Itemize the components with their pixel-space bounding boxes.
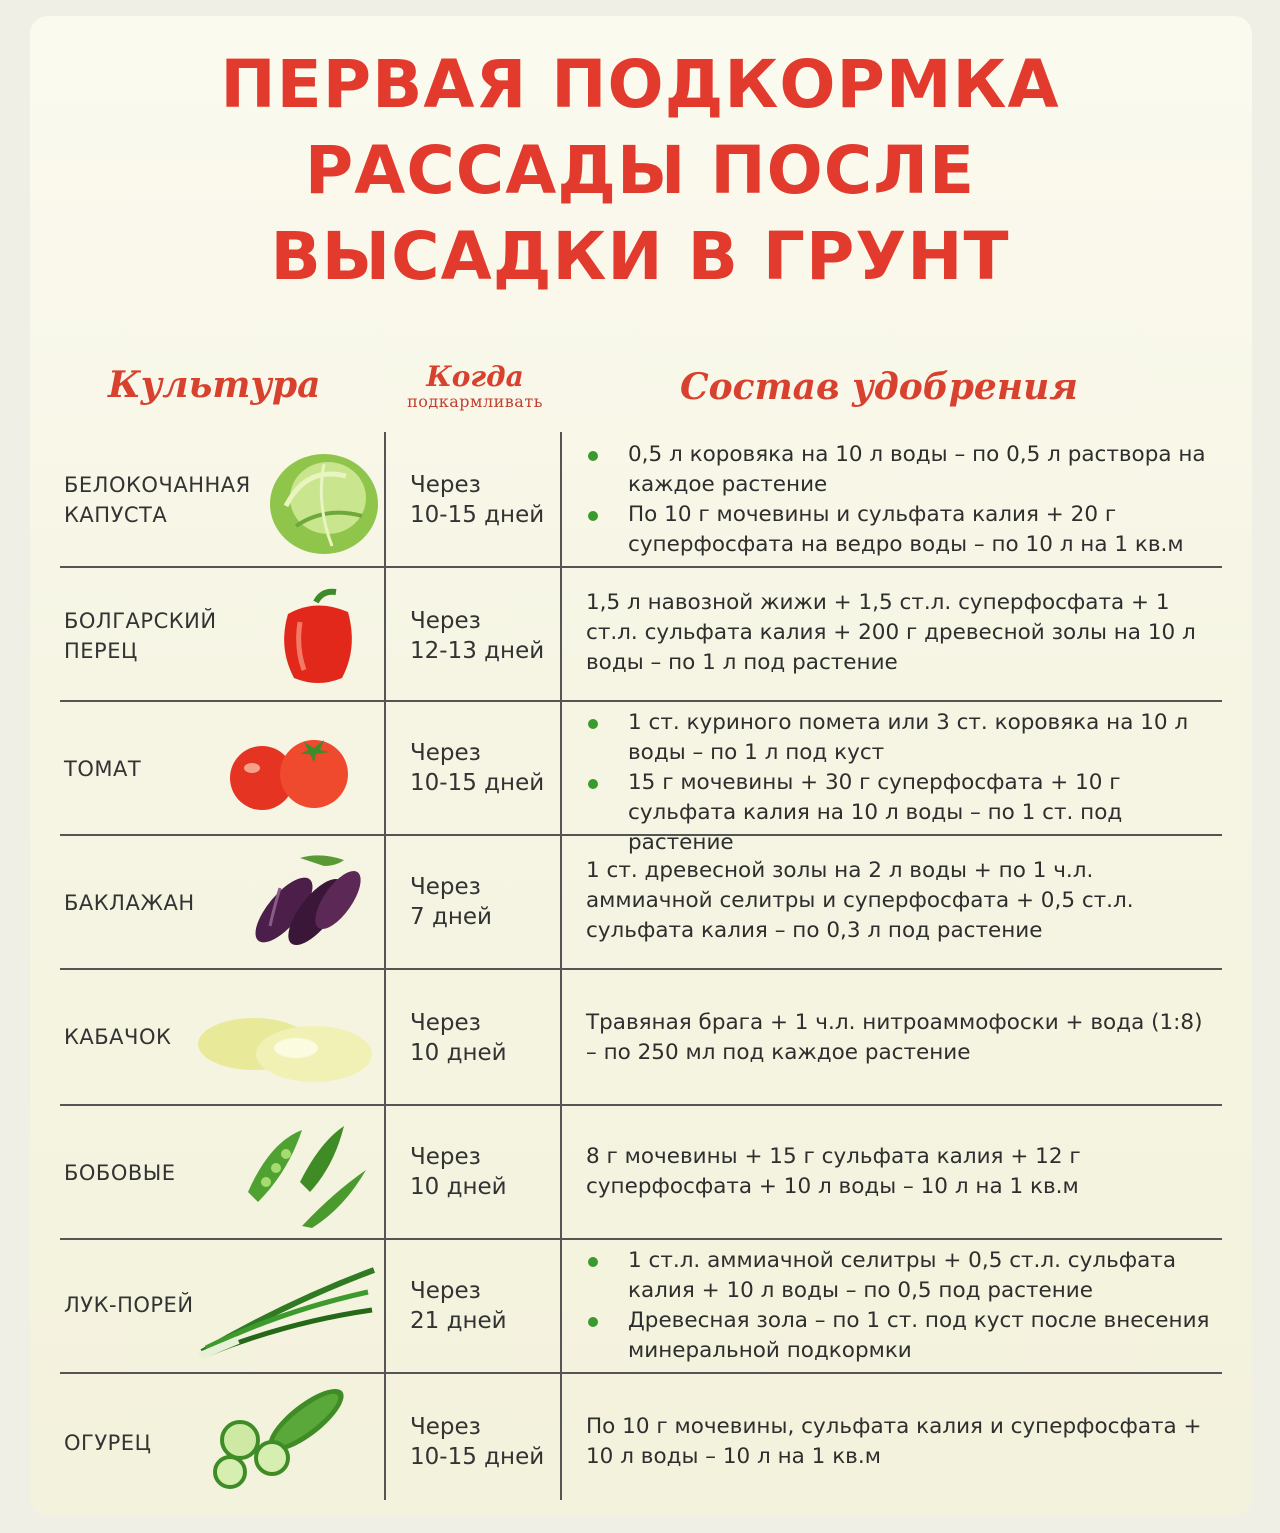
row-divider	[60, 1104, 1222, 1106]
crop-name-line-2: ПЕРЕЦ	[64, 639, 138, 663]
row-divider	[60, 1372, 1222, 1374]
eggplant-icon	[240, 852, 374, 952]
fertilizer-composition	[586, 440, 1216, 560]
crop-name-line-1: КАБАЧОК	[64, 1025, 172, 1049]
composition-bullet: Древесная зола – по 1 ст. под куст после внесения минеральной подкормки	[586, 1306, 1216, 1366]
title-line-1: ПЕРВАЯ ПОДКОРМКА	[220, 46, 1060, 123]
crop-name	[64, 1022, 171, 1052]
leek-icon	[198, 1262, 378, 1362]
crop-name-line-1: ОГУРЕЦ	[64, 1431, 152, 1455]
fertilizer-composition	[586, 1246, 1216, 1366]
page-title	[0, 42, 1280, 300]
title-line-2: РАССАДЫ ПОСЛЕ	[304, 132, 976, 209]
feeding-time-line-1: Через	[410, 1278, 481, 1304]
row-divider	[60, 968, 1222, 970]
feeding-time-line-1: Через	[410, 1144, 481, 1170]
feeding-time-line-1: Через	[410, 608, 481, 634]
crop-name-line-1: БОЛГАРСКИЙ	[64, 609, 217, 633]
cucumber-icon	[206, 1380, 352, 1490]
feeding-time-line-1: Через	[410, 740, 481, 766]
feeding-time-line-1: Через	[410, 874, 481, 900]
composition-bullet: 0,5 л коровяка на 10 л воды – по 0,5 л раствора на каждое растение	[586, 440, 1216, 500]
feeding-time-line-2: 21 дней	[410, 1308, 507, 1334]
composition-text: Травяная брага + 1 ч.л. нитроаммофоски + вода (1:8) – по 250 мл под каждое растение	[586, 1010, 1203, 1065]
feeding-time	[410, 470, 544, 530]
crop-name	[64, 1428, 151, 1458]
row-divider	[60, 1238, 1222, 1240]
crop-name	[64, 888, 195, 918]
title-line-3: ВЫСАДКИ В ГРУНТ	[270, 218, 1010, 295]
feeding-time-line-2: 10 дней	[410, 1040, 507, 1066]
feeding-time-line-2: 12-13 дней	[410, 638, 545, 664]
feeding-time-line-2: 10-15 дней	[410, 502, 545, 528]
feeding-time	[410, 1008, 507, 1068]
composition-bullet: 15 г мочевины + 30 г суперфосфата + 10 г сульфата калия на 10 л воды – по 1 ст. под растение	[586, 768, 1216, 858]
fertilizer-composition	[586, 1412, 1216, 1472]
crop-name	[64, 606, 217, 666]
composition-bullet: 1 ст. куриного помета или 3 ст. коровяка на 10 л воды – по 1 л под куст	[586, 708, 1216, 768]
fertilizer-composition	[586, 856, 1216, 946]
feeding-time	[410, 738, 544, 798]
row-divider	[60, 566, 1222, 568]
crop-name	[64, 470, 251, 530]
header-when	[360, 362, 590, 411]
feeding-time	[410, 872, 492, 932]
composition-text: 1 ст. древесной золы на 2 л воды + по 1 ч.л. аммиачной селитры и суперфосфата + 0,5 ст.л. сульфата калия – по 0,3 л под растение	[586, 858, 1134, 943]
fertilizer-composition	[586, 1142, 1216, 1202]
feeding-time	[410, 1276, 507, 1336]
feeding-time-line-2: 10-15 дней	[410, 1444, 545, 1470]
tomato-icon	[226, 732, 354, 814]
column-divider-2	[560, 432, 562, 1500]
crop-name-line-1: ЛУК-ПОРЕЙ	[64, 1293, 194, 1317]
crop-name-line-2: КАПУСТА	[64, 503, 168, 527]
crop-name	[64, 1158, 176, 1188]
row-divider	[60, 700, 1222, 702]
fertilizer-composition	[586, 1008, 1216, 1068]
bell-pepper-icon	[276, 588, 360, 688]
crop-name-line-1: БАКЛАЖАН	[64, 891, 195, 915]
cabbage-icon	[266, 446, 382, 556]
zucchini-icon	[196, 1008, 376, 1088]
crop-name	[64, 1290, 194, 1320]
feeding-time-line-2: 10 дней	[410, 1174, 507, 1200]
feeding-time-line-1: Через	[410, 1414, 481, 1440]
composition-text: 1,5 л навозной жижи + 1,5 ст.л. суперфосфата + 1 ст.л. сульфата калия + 200 г древесной золы на 10 л воды – по 1 л под растение	[586, 590, 1196, 675]
column-divider-1	[384, 432, 386, 1500]
header-when-line-1: Когда	[426, 360, 524, 393]
feeding-time-line-1: Через	[410, 472, 481, 498]
composition-text: 8 г мочевины + 15 г сульфата калия + 12 г суперфосфата + 10 л воды – 10 л на 1 кв.м	[586, 1144, 1081, 1199]
feeding-time-line-2: 10-15 дней	[410, 770, 545, 796]
crop-name-line-1: БЕЛОКОЧАННАЯ	[64, 473, 251, 497]
composition-bullet: 1 ст.л. аммиачной селитры + 0,5 ст.л. сульфата калия + 10 л воды – по 0,5 под растение	[586, 1246, 1216, 1306]
feeding-time-line-1: Через	[410, 1010, 481, 1036]
crop-name	[64, 754, 141, 784]
feeding-time	[410, 606, 544, 666]
header-composition: Состав удобрения	[680, 366, 1078, 408]
crop-name-line-1: БОБОВЫЕ	[64, 1161, 176, 1185]
crop-name-line-1: ТОМАТ	[64, 757, 142, 781]
header-when-line-2: подкармливать	[407, 392, 543, 411]
feeding-time-line-2: 7 дней	[410, 904, 492, 930]
fertilizer-composition	[586, 708, 1216, 858]
feeding-time	[410, 1412, 544, 1472]
header-crop: Культура	[108, 364, 321, 406]
composition-bullet: По 10 г мочевины и сульфата калия + 20 г суперфосфата на ведро воды – по 10 л на 1 кв.м	[586, 500, 1216, 560]
pea-pod-icon	[240, 1122, 370, 1232]
feeding-time	[410, 1142, 507, 1202]
fertilizer-composition	[586, 588, 1216, 678]
composition-text: По 10 г мочевины, сульфата калия и суперфосфата + 10 л воды – 10 л на 1 кв.м	[586, 1414, 1202, 1469]
